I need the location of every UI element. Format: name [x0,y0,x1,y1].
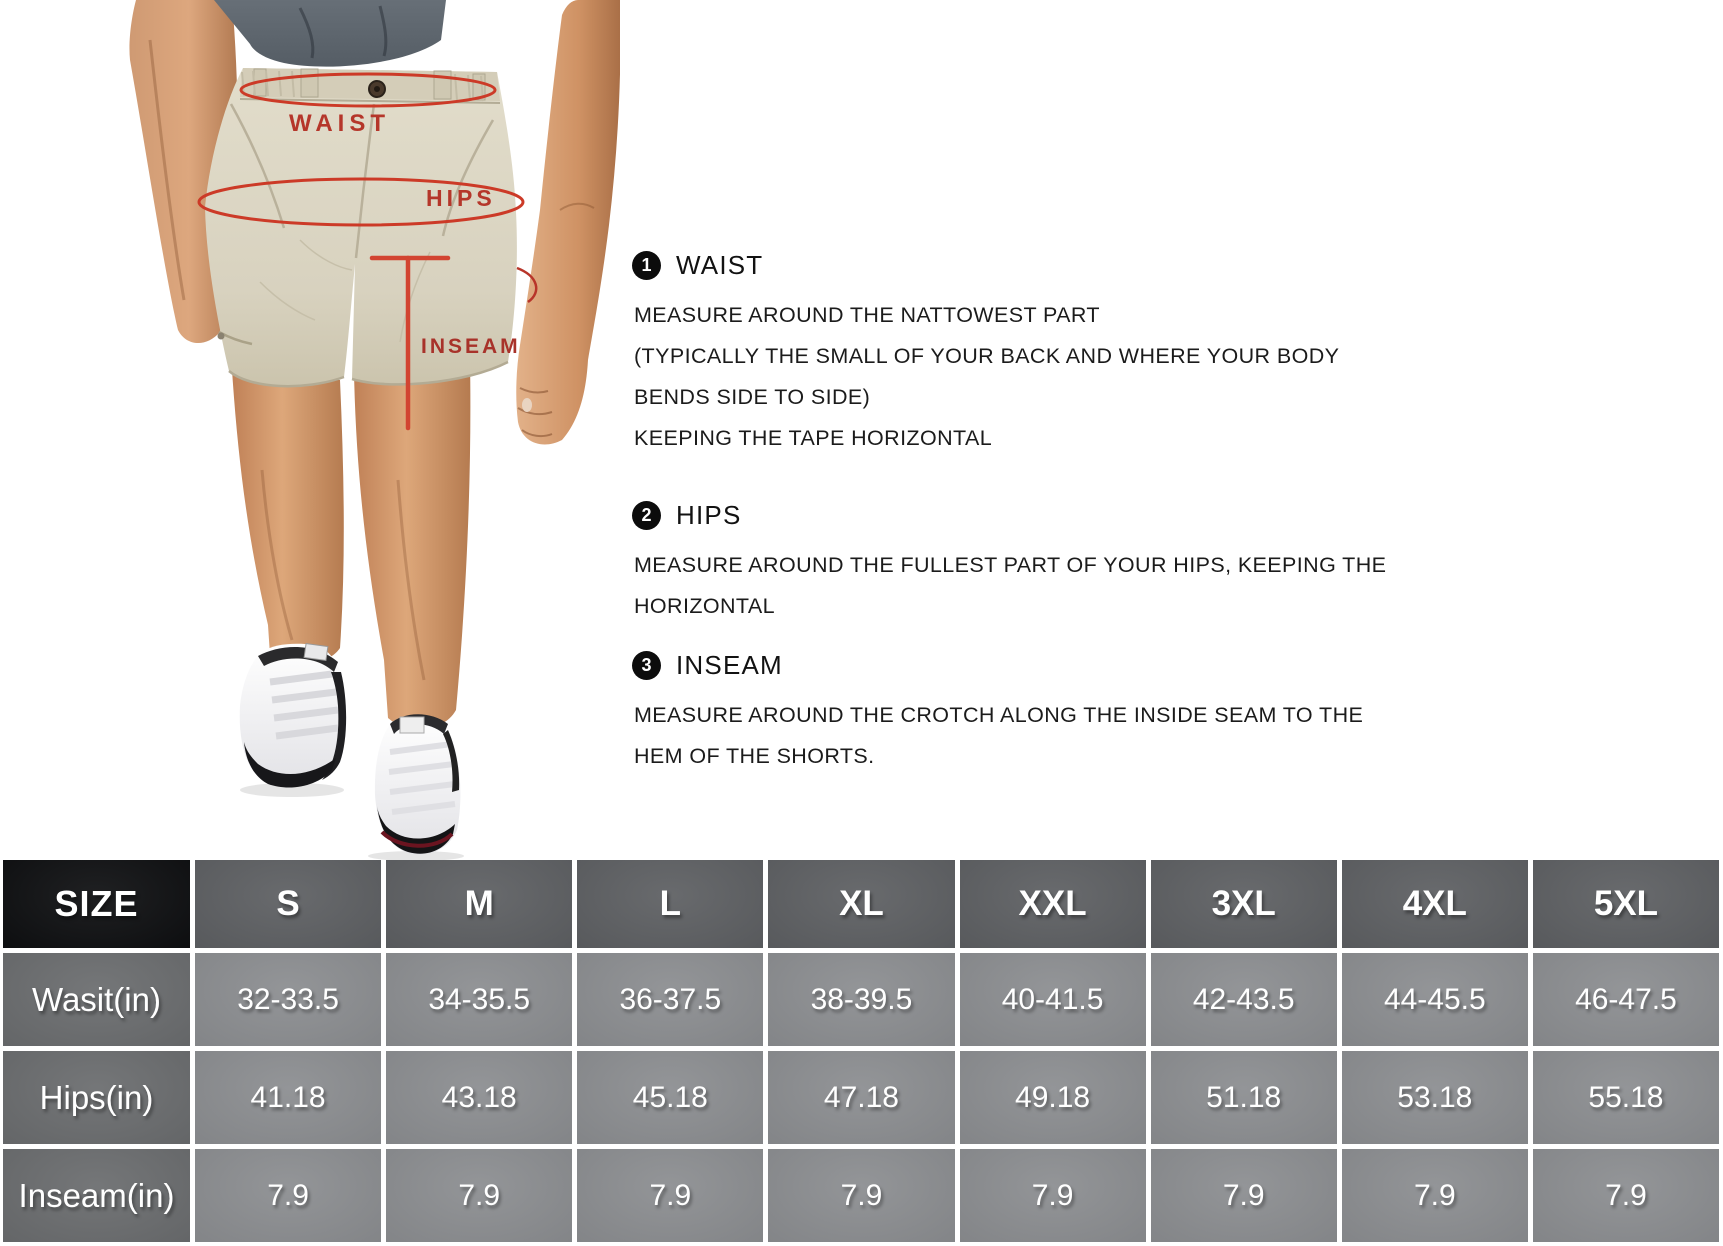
shirt [214,0,446,67]
table-header-xxl: XXL [960,860,1146,948]
row-label-inseam: Inseam(in) [3,1149,190,1242]
inseam-value: 7.9 [960,1149,1146,1242]
hips-value: 41.18 [195,1051,381,1144]
instruction-line: HORIZONTAL [634,594,775,618]
inseam-annotation-label: INSEAM [421,335,521,358]
table-header-l: L [577,860,763,948]
table-header-m: M [386,860,572,948]
waist-value: 46-47.5 [1533,953,1719,1046]
table-header-size: SIZE [3,860,190,948]
section-title: INSEAM [676,650,783,680]
table-header-s: S [195,860,381,948]
inseam-value: 7.9 [577,1149,763,1242]
hips-annotation-label: HIPS [426,185,496,211]
row-label-waist: Wasit(in) [3,953,190,1046]
instruction-section-hips [632,500,1392,627]
waist-value: 34-35.5 [386,953,572,1046]
instruction-line: MEASURE AROUND THE FULLEST PART OF YOUR HIPS, KEEPING THE [634,553,1387,577]
hips-value: 47.18 [768,1051,954,1144]
row-label-hips: Hips(in) [3,1051,190,1144]
number-1-icon: 1 [632,251,661,280]
table-header-xl: XL [768,860,954,948]
inseam-value: 7.9 [1533,1149,1719,1242]
instruction-line: BENDS SIDE TO SIDE) [634,385,871,409]
left-shoe [240,644,346,797]
inseam-value: 7.9 [1342,1149,1528,1242]
inseam-value: 7.9 [768,1149,954,1242]
waist-value: 32-33.5 [195,953,381,1046]
number-3-icon: 3 [632,651,661,680]
hips-value: 53.18 [1342,1051,1528,1144]
instruction-section-inseam [632,650,1392,777]
model-illustration [0,0,620,860]
right-arm [516,0,620,444]
instruction-line: HEM OF THE SHORTS. [634,744,875,768]
waist-value: 40-41.5 [960,953,1146,1046]
shoe-tag [400,717,424,733]
inseam-value: 7.9 [195,1149,381,1242]
hips-value: 45.18 [577,1051,763,1144]
table-header-4xl: 4XL [1342,860,1528,948]
size-chart-table [3,860,1719,1242]
instruction-line: (TYPICALLY THE SMALL OF YOUR BACK AND WHERE YOUR BODY [634,344,1340,368]
model-photo [0,0,620,860]
waist-value: 38-39.5 [768,953,954,1046]
table-header-3xl: 3XL [1151,860,1337,948]
instruction-line: MEASURE AROUND THE NATTOWEST PART [634,303,1100,327]
inseam-value: 7.9 [386,1149,572,1242]
waist-value: 36-37.5 [577,953,763,1046]
right-shoe [368,714,464,860]
table-header-5xl: 5XL [1533,860,1719,948]
section-title: WAIST [676,250,764,280]
hips-value: 49.18 [960,1051,1146,1144]
shoe-tag [304,644,328,661]
hips-value: 55.18 [1533,1051,1719,1144]
waist-value: 44-45.5 [1342,953,1528,1046]
hips-value: 43.18 [386,1051,572,1144]
number-2-icon: 2 [632,501,661,530]
instruction-line: KEEPING THE TAPE HORIZONTAL [634,426,993,450]
inseam-value: 7.9 [1151,1149,1337,1242]
section-title: HIPS [676,500,742,530]
instruction-section-waist [632,250,1392,459]
waist-value: 42-43.5 [1151,953,1337,1046]
waist-annotation-label: WAIST [289,110,390,137]
instruction-line: MEASURE AROUND THE CROTCH ALONG THE INSIDE SEAM TO THE [634,703,1364,727]
fingernail [522,398,532,412]
hips-value: 51.18 [1151,1051,1337,1144]
